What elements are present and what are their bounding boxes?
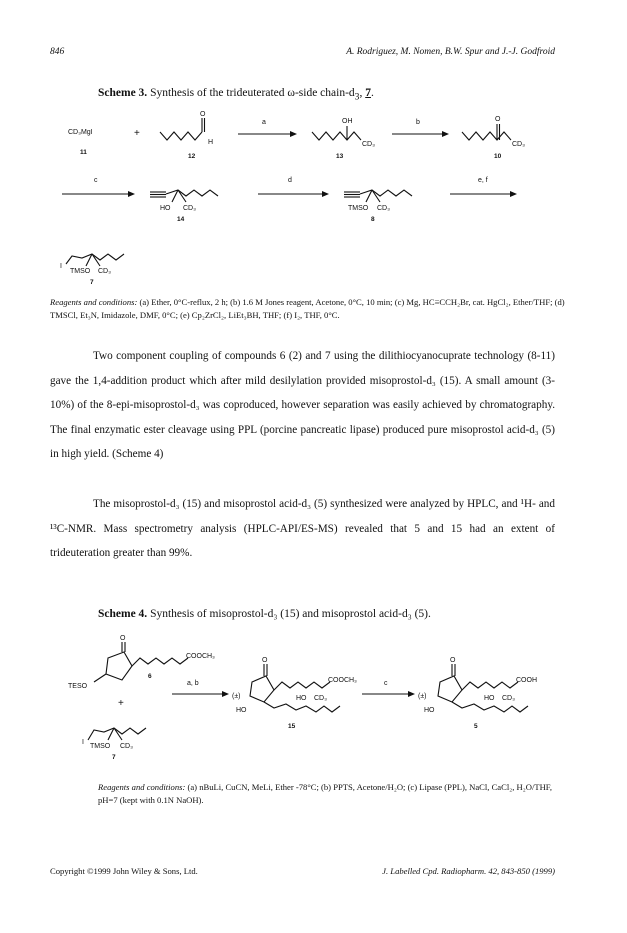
compound-14-number: 14 — [177, 216, 185, 223]
compound-7-tmso: TMSO — [70, 268, 91, 275]
arrow-ab-head — [222, 691, 229, 697]
compound-7b-number: 7 — [112, 754, 116, 761]
scheme3-title-sub: 3 — [354, 91, 360, 103]
compound-5-ho: HO — [484, 695, 495, 702]
scheme3-conditions-text: (a) Ether, 0°C-reflux, 2 h; (b) 1.6 M Jones reagent, Acetone, 0°C, 10 min; (c) Mg, HC≡CCH₂Br, cat. HgCl₂, Ether/THF; (d) TMSCl, Et₃N, Imidazole, DMF, 0°C; (e) Cp₂ZrCl₂, LiEt₃BH, THF; (f) I₂, THF, 0°C. — [50, 297, 565, 320]
arrow-b-head — [442, 131, 449, 137]
scheme3-title-ref: 7 — [365, 87, 371, 99]
arrow-c-head — [128, 191, 135, 197]
compound-13-number: 13 — [336, 153, 344, 160]
compound-5-cd3: CD₃ — [502, 695, 515, 702]
compound-15-ring-ho: HO — [236, 707, 247, 714]
compound-7b-tmso: TMSO — [90, 743, 111, 750]
arrow-c4-head — [408, 691, 415, 697]
arrow-d-label: d — [288, 177, 292, 184]
body-paragraph-1: Two component coupling of compounds 6 (2) and 7 using the dilithiocyanocuprate technology (8-11) gave the 1,4-addition product which after mild desilylation provided misoprostol-d₃ (15). A small amount (3-10%) of the 8-epi-misoprostol-d₃ was coproduced, however separation was easily achieved by chromatography. The final enzymatic ester cleavage using PPL (porcine pancreatic lipase) produced pure misoprostol acid-d₃ (5) in high yield. (Scheme 4) — [50, 350, 555, 461]
compound-15-structure — [236, 657, 357, 714]
compound-7-number: 7 — [90, 279, 94, 286]
compound-15-oxygen: O — [262, 657, 268, 664]
scheme4-conditions-text: (a) nBuLi, CuCN, MeLi, Ether -78°C; (b) PPTS, Acetone/H₂O; (c) Lipase (PPL), NaCl, CaCl₂, H₂O/THF, pH=7 (kept with 0.1N NaOH). — [98, 782, 553, 805]
compound-15-ho: HO — [296, 695, 307, 702]
arrow-ef-label: e, f — [478, 177, 488, 184]
footer-journal: J. Labelled Cpd. Radiopharm. 42, 843-850 (1999) — [382, 866, 555, 876]
arrow-a-head — [290, 131, 297, 137]
compound-7-structure — [60, 254, 124, 275]
arrow-c-label: c — [94, 177, 98, 184]
compound-14-ho: HO — [160, 205, 171, 212]
scheme4-diagram — [0, 636, 627, 776]
compound-5-ring-ho: HO — [424, 707, 435, 714]
scheme3-label: Scheme 3. — [98, 87, 148, 99]
compound-12-number: 12 — [188, 153, 196, 160]
scheme4-label: Scheme 4. — [98, 608, 148, 620]
scheme4-conditions-label: Reagents and conditions: — [98, 782, 186, 792]
compound-12-structure — [160, 111, 213, 146]
scheme4-conditions — [98, 781, 568, 806]
compound-13-structure — [312, 118, 375, 148]
compound-6-cooch3: COOCH₃ — [186, 653, 215, 660]
compound-8-cd3: CD₃ — [377, 205, 390, 212]
compound-11-number: 11 — [80, 149, 87, 156]
scheme3-conditions-label: Reagents and conditions: — [50, 297, 138, 307]
compound-5-racemic: (±) — [418, 693, 427, 700]
compound-5-cooh: COOH — [516, 677, 537, 684]
compound-6-oxygen: O — [120, 635, 126, 642]
compound-5-oxygen: O — [450, 657, 456, 664]
compound-10-structure — [462, 116, 525, 148]
compound-6-number: 6 — [148, 673, 152, 680]
compound-8-structure — [344, 190, 412, 212]
compound-15-number: 15 — [288, 723, 296, 730]
compound-5-number: 5 — [474, 723, 478, 730]
arrow-d-head — [322, 191, 329, 197]
compound-13-oh: OH — [342, 118, 353, 125]
arrow-ef-head — [510, 191, 517, 197]
compound-7b-cd3: CD₃ — [120, 743, 133, 750]
arrow-ab-label: a, b — [187, 680, 199, 687]
compound-6-teso: TESO — [68, 683, 88, 690]
compound-7-cd3: CD₃ — [98, 268, 111, 275]
compound-15-cd3: CD₃ — [314, 695, 327, 702]
scheme4-title — [98, 608, 431, 620]
arrow-b-label: b — [416, 119, 420, 126]
plus-sign: + — [134, 128, 140, 139]
compound-10-oxygen: O — [495, 116, 501, 123]
compound-5-structure — [424, 657, 537, 714]
compound-12-oxygen: O — [200, 111, 206, 118]
compound-7-iodine: I — [60, 263, 62, 270]
scheme3-conditions — [50, 296, 565, 321]
body-paragraph-2: The misoprostol-d₃ (15) and misoprostol acid-d₃ (5) synthesized were analyzed by HPLC, and ¹H- and ¹³C-NMR. Mass spectrometry analysis (HPLC-API/ES-MS) revealed that 5 and 15 had an extent of trideuteration greater than 99%. — [50, 498, 555, 560]
compound-7b-structure — [82, 728, 146, 750]
page-number: 846 — [50, 47, 65, 57]
compound-11-label: CD₃MgI — [68, 129, 93, 136]
arrow-a-label: a — [262, 119, 266, 126]
running-head-authors: A. Rodriguez, M. Nomen, B.W. Spur and J.-J. Godfroid — [346, 47, 555, 57]
scheme4-title-text: Synthesis of misoprostol-d₃ (15) and misoprostol acid-d₃ (5). — [147, 608, 431, 620]
compound-14-cd3: CD₃ — [183, 205, 196, 212]
compound-8-number: 8 — [371, 216, 375, 223]
compound-10-cd3: CD₃ — [512, 141, 525, 148]
scheme3-title-text: Synthesis of the trideuterated ω-side chain-d — [147, 87, 355, 99]
compound-13-cd3: CD₃ — [362, 141, 375, 148]
compound-12-hydrogen: H — [208, 139, 214, 146]
scheme4-plus: + — [118, 698, 124, 709]
compound-15-cooch3: COOCH₃ — [328, 677, 357, 684]
compound-10-number: 10 — [494, 153, 502, 160]
arrow-c4-label: c — [384, 680, 388, 687]
compound-7b-iodine: I — [82, 739, 84, 746]
compound-15-racemic: (±) — [232, 693, 241, 700]
footer-copyright: Copyright ©1999 John Wiley & Sons, Ltd. — [50, 866, 198, 876]
compound-8-tmso: TMSO — [348, 205, 369, 212]
scheme3-title: Scheme 3. Synthesis of the trideuterated ω-side chain-$d_3$, 7. — [98, 87, 374, 103]
compound-14-structure — [150, 190, 218, 212]
